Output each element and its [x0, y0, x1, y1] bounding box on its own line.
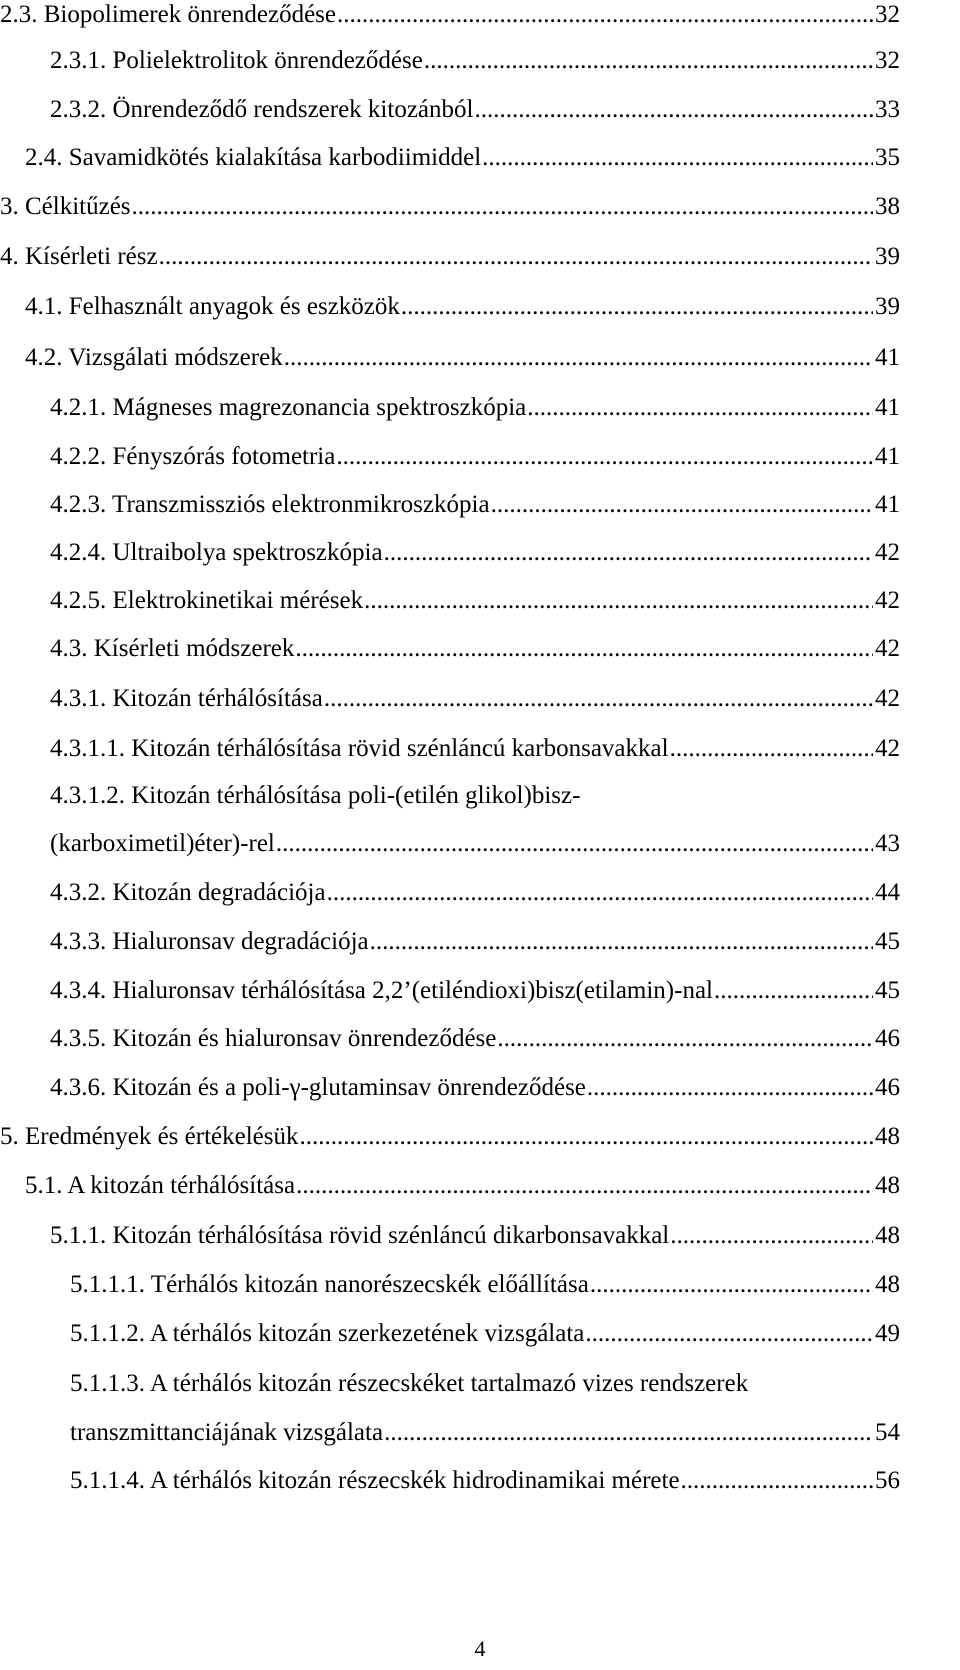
- toc-entry-5-1-1-4: [70, 1466, 900, 1496]
- toc-title: 2.3.1. Polielektrolitok önrendeződése: [50, 47, 423, 74]
- toc-title: 5.1.1.1. Térhálós kitozán nanorészecskék előállítása: [70, 1271, 589, 1298]
- toc-dot-leader: [324, 684, 873, 714]
- toc-title: 2.4. Savamidkötés kialakítása karbodiimiddel: [25, 144, 482, 171]
- toc-entry-5-1-1: [50, 1221, 900, 1251]
- toc-entry-4-3-2: [50, 878, 900, 908]
- toc-entry-4-3-1-1: [50, 734, 900, 764]
- toc-page-number: 45: [875, 928, 900, 955]
- toc-title: 4.2.4. Ultraibolya spektroszkópia: [50, 539, 383, 566]
- toc-entry-4-3: [50, 634, 900, 664]
- toc-dot-leader: [296, 1171, 873, 1201]
- toc-page-number: 42: [875, 587, 900, 614]
- toc-entry-4-2: [25, 343, 900, 373]
- toc-title-continuation: transzmittanciájának vizsgálata: [70, 1419, 384, 1446]
- toc-entry-4-3-1-2: [50, 781, 900, 811]
- toc-title: 4.2.2. Fényszórás fotometria: [50, 443, 336, 470]
- toc-title: 5.1.1.4. A térhálós kitozán részecskék hidrodinamikai mérete: [70, 1467, 680, 1494]
- toc-title: 4.3.5. Kitozán és hialuronsav önrendeződése: [50, 1025, 497, 1052]
- toc-page-number: 48: [875, 1222, 900, 1249]
- toc-page-number: 43: [875, 830, 900, 857]
- toc-title: 3. Célkitűzés: [0, 193, 131, 220]
- toc-dot-leader: [276, 829, 873, 859]
- toc-entry-4-2-2: [50, 442, 900, 472]
- toc-page-number: 41: [875, 443, 900, 470]
- toc-dot-leader: [337, 0, 873, 30]
- toc-page-number: 41: [875, 344, 900, 371]
- toc-page-number: 32: [875, 1, 900, 28]
- toc-page-number: 56: [875, 1467, 900, 1494]
- toc-page-number: 41: [875, 491, 900, 518]
- toc-dot-leader: [527, 393, 873, 423]
- toc-page-number: 48: [875, 1123, 900, 1150]
- toc-title: 4.3.6. Kitozán és a poli-γ-glutaminsav önrendeződése: [50, 1074, 586, 1101]
- toc-entry-5-1-1-1: [70, 1270, 900, 1300]
- toc-entry-3: [0, 192, 900, 222]
- toc-title: 4. Kísérleti rész: [0, 243, 158, 270]
- toc-page-number: 33: [875, 96, 900, 123]
- toc-dot-leader: [497, 1024, 873, 1054]
- toc-entry-4-3-5: [50, 1024, 900, 1054]
- toc-title: 4.2.3. Transzmissziós elektronmikroszkópia: [50, 491, 490, 518]
- toc-dot-leader: [300, 1122, 874, 1152]
- toc-page-number: 39: [875, 243, 900, 270]
- toc-entry-4-3-1-2-continuation: [50, 829, 900, 859]
- toc-page-number: 42: [875, 685, 900, 712]
- toc-dot-leader: [491, 490, 873, 520]
- toc-title: 5.1.1.3. A térhálós kitozán részecskéket tartalmazó vizes rendszerek: [70, 1370, 749, 1397]
- toc-title: 4.2.1. Mágneses magrezonancia spektroszkópia: [50, 394, 527, 421]
- toc-title: 4.3.1.2. Kitozán térhálósítása poli-(etilén glikol)bisz-: [50, 782, 581, 809]
- toc-entry-5: [0, 1122, 900, 1152]
- toc-dot-leader: [670, 1221, 873, 1251]
- toc-entry-5-1-1-2: [70, 1319, 900, 1349]
- toc-title: 2.3. Biopolimerek önrendeződése: [0, 1, 337, 28]
- toc-page-number: 41: [875, 394, 900, 421]
- toc-title: 5. Eredmények és értékelésük: [0, 1123, 299, 1150]
- toc-dot-leader: [482, 143, 873, 173]
- toc-title: 5.1.1. Kitozán térhálósítása rövid szénláncú dikarbonsavakkal: [50, 1222, 670, 1249]
- toc-dot-leader: [336, 442, 873, 472]
- toc-entry-4-2-4: [50, 538, 900, 568]
- toc-page-number: 44: [875, 879, 900, 906]
- toc-entry-4-3-6: [50, 1073, 900, 1103]
- toc-dot-leader: [364, 586, 873, 616]
- toc-page-number: 46: [875, 1074, 900, 1101]
- toc-entry-4-3-1: [50, 684, 900, 714]
- toc-dot-leader: [401, 292, 873, 322]
- toc-dot-leader: [714, 976, 873, 1006]
- toc-title: 4.3.3. Hialuronsav degradációja: [50, 928, 369, 955]
- toc-dot-leader: [590, 1270, 873, 1300]
- toc-entry-5-1-1-3-continuation: [70, 1418, 900, 1448]
- toc-page-number: 48: [875, 1172, 900, 1199]
- toc-dot-leader: [159, 242, 873, 272]
- toc-page-number: 38: [875, 193, 900, 220]
- toc-title: 4.3.1.1. Kitozán térhálósítása rövid szénláncú karbonsavakkal: [50, 735, 669, 762]
- toc-dot-leader: [384, 1418, 873, 1448]
- toc-title: 4.3.4. Hialuronsav térhálósítása 2,2’(etiléndioxi)bisz(etilamin)-nal: [50, 977, 714, 1004]
- toc-dot-leader: [384, 538, 873, 568]
- toc-entry-2-3: [0, 0, 900, 30]
- toc-dot-leader: [132, 192, 873, 222]
- toc-page-number: 49: [875, 1320, 900, 1347]
- toc-dot-leader: [474, 95, 873, 125]
- toc-page-number: 35: [875, 144, 900, 171]
- toc-entry-2-4: [25, 143, 900, 173]
- toc-entry-4-3-3: [50, 927, 900, 957]
- toc-entry-4-3-4: [50, 976, 900, 1006]
- toc-entry-4-1: [25, 292, 900, 322]
- toc-title: 2.3.2. Önrendeződő rendszerek kitozánból: [50, 96, 474, 123]
- toc-entry-4-2-5: [50, 586, 900, 616]
- page-number: 4: [474, 1636, 486, 1661]
- toc-dot-leader: [670, 734, 873, 764]
- toc-title: 4.1. Felhasznált anyagok és eszközök: [25, 293, 400, 320]
- toc-dot-leader: [284, 343, 873, 373]
- toc-entry-5-1-1-3: [70, 1369, 900, 1399]
- toc-page-number: 42: [875, 735, 900, 762]
- toc-title: 4.3.1. Kitozán térhálósítása: [50, 685, 323, 712]
- toc-entry-5-1: [25, 1171, 900, 1201]
- toc-title: 5.1. A kitozán térhálósítása: [25, 1172, 296, 1199]
- toc-page-number: 42: [875, 539, 900, 566]
- toc-page-number: 39: [875, 293, 900, 320]
- toc-page-number: 48: [875, 1271, 900, 1298]
- toc-dot-leader: [587, 1073, 873, 1103]
- toc-dot-leader: [585, 1319, 873, 1349]
- toc-page-number: 42: [875, 635, 900, 662]
- toc-dot-leader: [295, 634, 873, 664]
- toc-entry-4-2-3: [50, 490, 900, 520]
- toc-entry-2-3-1: [50, 46, 900, 76]
- toc-page-number: 46: [875, 1025, 900, 1052]
- toc-title: 4.2. Vizsgálati módszerek: [25, 344, 283, 371]
- toc-page-number: 45: [875, 977, 900, 1004]
- toc-title: 4.3. Kísérleti módszerek: [50, 635, 295, 662]
- toc-page-number: 32: [875, 47, 900, 74]
- toc-dot-leader: [327, 878, 873, 908]
- toc-entry-2-3-2: [50, 95, 900, 125]
- toc-page-number: 54: [875, 1419, 900, 1446]
- toc-title: 4.2.5. Elektrokinetikai mérések: [50, 587, 364, 614]
- toc-dot-leader: [424, 46, 873, 76]
- toc-entry-4-2-1: [50, 393, 900, 423]
- toc-entry-4: [0, 242, 900, 272]
- toc-title: 4.3.2. Kitozán degradációja: [50, 879, 326, 906]
- toc-dot-leader: [681, 1466, 873, 1496]
- toc-title-continuation: (karboximetil)éter)-rel: [50, 830, 275, 857]
- toc-title: 5.1.1.2. A térhálós kitozán szerkezetének vizsgálata: [70, 1320, 585, 1347]
- toc-dot-leader: [370, 927, 873, 957]
